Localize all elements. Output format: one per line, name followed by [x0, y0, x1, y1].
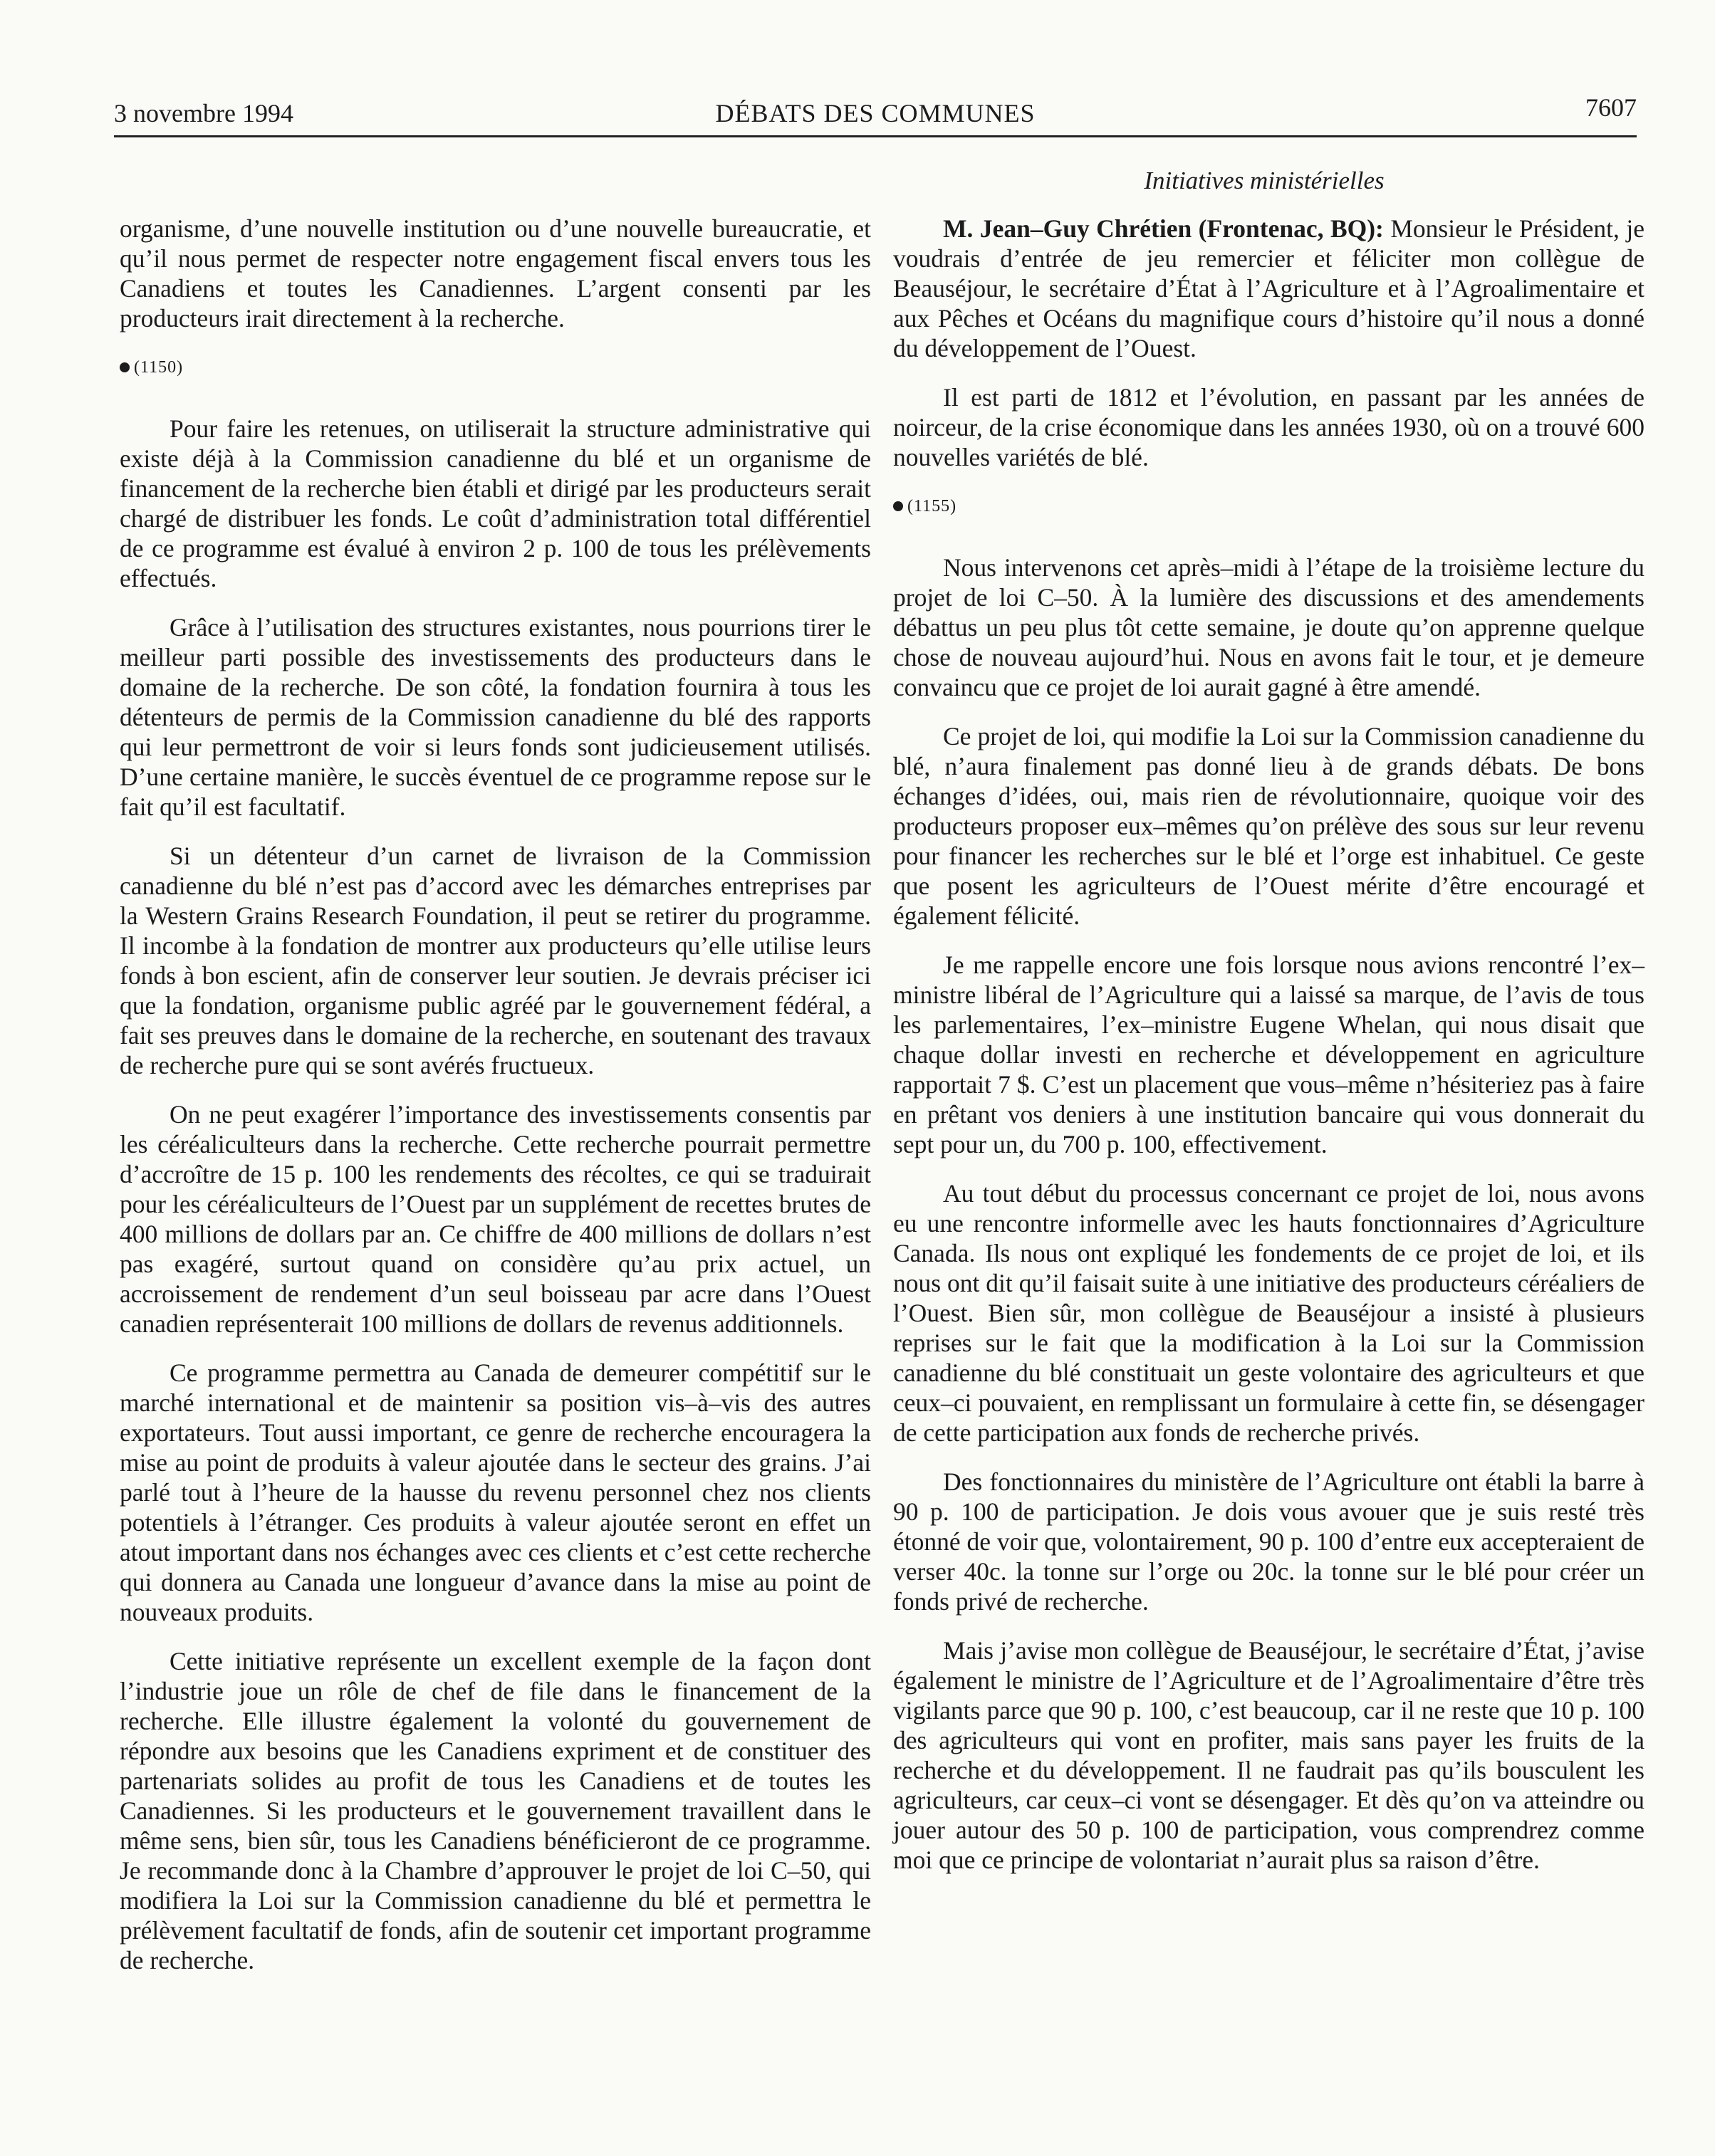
section-title: Initiatives ministérielles — [1144, 167, 1385, 194]
paragraph: Il est parti de 1812 et l’évolution, en passant par les années de noirceur, de la crise économique dans les années 1930, où on a trouvé 600 nouvelles variétés de blé. — [893, 383, 1644, 471]
paragraph: Grâce à l’utilisation des structures existantes, nous pourrions tirer le meilleur parti possible des investissements des producteurs dans le domaine de la recherche. De son côté, la fondation fournira à tous les détenteurs de permis de la Commission canadienne du blé des rapports qui leur permettront de voir si leurs fonds sont judicieusement utilisés. D’une certaine manière, le succès éventuel de ce programme repose sur le fait qu’il est facultatif. — [120, 613, 871, 821]
paragraph: Nous intervenons cet après–midi à l’étape de la troisième lecture du projet de loi C–50. À la lumière des discussions et des amendements débattus un peu plus tôt cette semaine, je doute qu’on apprenne quelque chose de nouveau aujourd’hui. Nous en avons fait le tour, et je demeure convaincu que ce projet de loi aurait gagné à être amendé. — [893, 553, 1644, 701]
speaker-name: M. Jean–Guy Chrétien (Frontenac, BQ): — [943, 214, 1384, 243]
paragraph: Si un détenteur d’un carnet de livraison de la Commission canadienne du blé n’est pas d’accord avec les démarches entreprises par la Western Grains Research Foundation, il peut se retirer du programme. Il incombe à la fondation de montrer aux producteurs qu’elle utilise leurs fonds à bon escient, afin de conserver leur soutien. Je devrais préciser ici que la fondation, organisme public agréé par le gouvernement fédéral, a fait ses preuves dans le domaine de la recherche, en soutenant des travaux de recherche pure qui se sont avérés fructueux. — [120, 842, 871, 1079]
left-column — [120, 214, 871, 1994]
speaker-text: Monsieur le Président, je voudrais d’entrée de jeu remercier et féliciter mon collègue de Beauséjour, le secrétaire d’État à l’Agriculture et à l’Agroalimentaire et aux Pêches et Océans du magnifique cours d’histoire qu’il nous a donné du développement de l’Ouest. — [893, 214, 1644, 362]
header-date: 3 novembre 1994 — [114, 99, 293, 127]
paragraph: Ce programme permettra au Canada de demeurer compétitif sur le marché international et de maintenir sa position vis–à–vis des autres exportateurs. Tout aussi important, ce genre de recherche encouragera la mise au point de produits à valeur ajoutée dans le secteur des grains. J’ai parlé tout à l’heure de la hausse du revenu personnel chez nos clients potentiels à l’étranger. Ces produits à valeur ajoutée seront en effet un atout important dans nos échanges avec ces clients et c’est cette recherche qui donnera au Canada une longueur d’avance dans la mise au point de nouveaux produits. — [120, 1359, 871, 1626]
time-marker — [120, 352, 871, 382]
page-number: 7607 — [1585, 93, 1637, 122]
paragraph: Des fonctionnaires du ministère de l’Agriculture ont établi la barre à 90 p. 100 de participation. Je dois vous avouer que je suis resté très étonné de voir que, volontairement, 90 p. 100 d’entre eux accepteraient de verser 40c. la tonne sur l’orge ou 20c. la tonne sur le blé pour créer un fonds privé de recherche. — [893, 1467, 1644, 1616]
bullet-icon — [893, 501, 903, 511]
paragraph: Ce projet de loi, qui modifie la Loi sur la Commission canadienne du blé, n’aura finalement pas donné lieu à de grands débats. De bons échanges d’idées, oui, mais rien de révolutionnaire, quoique voir des producteurs proposer eux–mêmes qu’on prélève des sous sur leur revenu pour financer les recherches sur le blé et l’orge est inhabituel. Ce geste que posent les agriculteurs de l’Ouest mérite d’être encouragé et également félicité. — [893, 722, 1644, 930]
speaker-paragraph — [893, 214, 1644, 363]
paragraph: Cette initiative représente un excellent exemple de la façon dont l’industrie joue un rôle de chef de file dans le financement de la recherche. Elle illustre également la volonté du gouvernement de répondre aux besoins que les Canadiens expriment et de constituer des partenariats solides au profit de tous les Canadiens et de toutes les Canadiennes. Si les producteurs et le gouvernement travaillent dans le même sens, bien sûr, tous les Canadiens bénéficieront de ce programme. Je recommande donc à la Chambre d’approuver le projet de loi C–50, qui modifiera la Loi sur la Commission canadienne du blé et permettra le prélèvement facultatif de fonds, afin de soutenir cet important programme de recherche. — [120, 1647, 871, 1974]
time-marker — [893, 491, 1644, 521]
time-marker-label: (1150) — [134, 358, 184, 377]
right-column — [893, 214, 1644, 1894]
paragraph: Au tout début du processus concernant ce projet de loi, nous avons eu une rencontre informelle avec les hauts fonctionnaires d’Agriculture Canada. Ils nous ont expliqué les fondements de ce projet de loi, et ils nous ont dit qu’il faisait suite à une initiative des producteurs céréaliers de l’Ouest. Bien sûr, mon collègue de Beauséjour a insisté à plusieurs reprises sur le fait que la modification à la Loi sur la Commission canadienne du blé constituait un geste volontaire des agriculteurs et que ceux–ci pouvaient, en remplissant un formulaire à cette fin, se désengager de cette participation aux fonds de recherche privés. — [893, 1179, 1644, 1447]
paragraph: organisme, d’une nouvelle institution ou d’une nouvelle bureaucratie, et qu’il nous permet de respecter notre engagement fiscal envers tous les Canadiens et toutes les Canadiennes. L’argent consenti par les producteurs irait directement à la recherche. — [120, 214, 871, 333]
bullet-icon — [120, 362, 130, 372]
header-publication: DÉBATS DES COMMUNES — [715, 99, 1036, 127]
page-header — [114, 93, 1637, 137]
paragraph: On ne peut exagérer l’importance des investissements consentis par les céréaliculteurs dans la recherche. Cette recherche pourrait permettre d’accroître de 15 p. 100 les rendements des récoltes, ce qui se traduirait pour les céréaliculteurs de l’Ouest par un supplément de recettes brutes de 400 millions de dollars par an. Ce chiffre de 400 millions de dollars n’est pas exagéré, surtout quand on considère qu’au prix actuel, un accroissement de rendement d’un seul boisseau par acre dans l’Ouest canadien représenterait 100 millions de dollars de revenus additionnels. — [120, 1100, 871, 1338]
paragraph: Mais j’avise mon collègue de Beauséjour, le secrétaire d’État, j’avise également le ministre de l’Agriculture et de l’Agroalimentaire d’être très vigilants parce que 90 p. 100, c’est beaucoup, car il ne reste que 10 p. 100 des agriculteurs qui vont en profiter, mais sans payer les fruits de la recherche et du développement. Il ne faudrait pas qu’ils bousculent les agriculteurs, car ceux–ci vont se désengager. Et dès qu’on va atteindre ou jouer autour des 50 p. 100 de participation, vous comprendrez comme moi que ce principe de volontariat n’aurait plus sa raison d’être. — [893, 1636, 1644, 1874]
paragraph: Pour faire les retenues, on utiliserait la structure administrative qui existe déjà à la Commission canadienne du blé et un organisme de financement de la recherche bien établi et dirigé par les producteurs serait chargé de distribuer les fonds. Le coût d’administration total différentiel de ce programme est évalué à environ 2 p. 100 de tous les prélèvements effectués. — [120, 414, 871, 592]
paragraph: Je me rappelle encore une fois lorsque nous avions rencontré l’ex–ministre libéral de l’Agriculture qui a laissé sa marque, de l’avis de tous les parlementaires, l’ex–ministre Eugene Whelan, qui nous disait que chaque dollar investi en recherche et développement en agriculture rapportait 7 $. C’est un placement que vous–même n’hésiteriez pas à faire en prêtant vos deniers à une institution bancaire qui vous donnerait du sept pour un, du 700 p. 100, effectivement. — [893, 951, 1644, 1158]
time-marker-label: (1155) — [907, 497, 957, 516]
